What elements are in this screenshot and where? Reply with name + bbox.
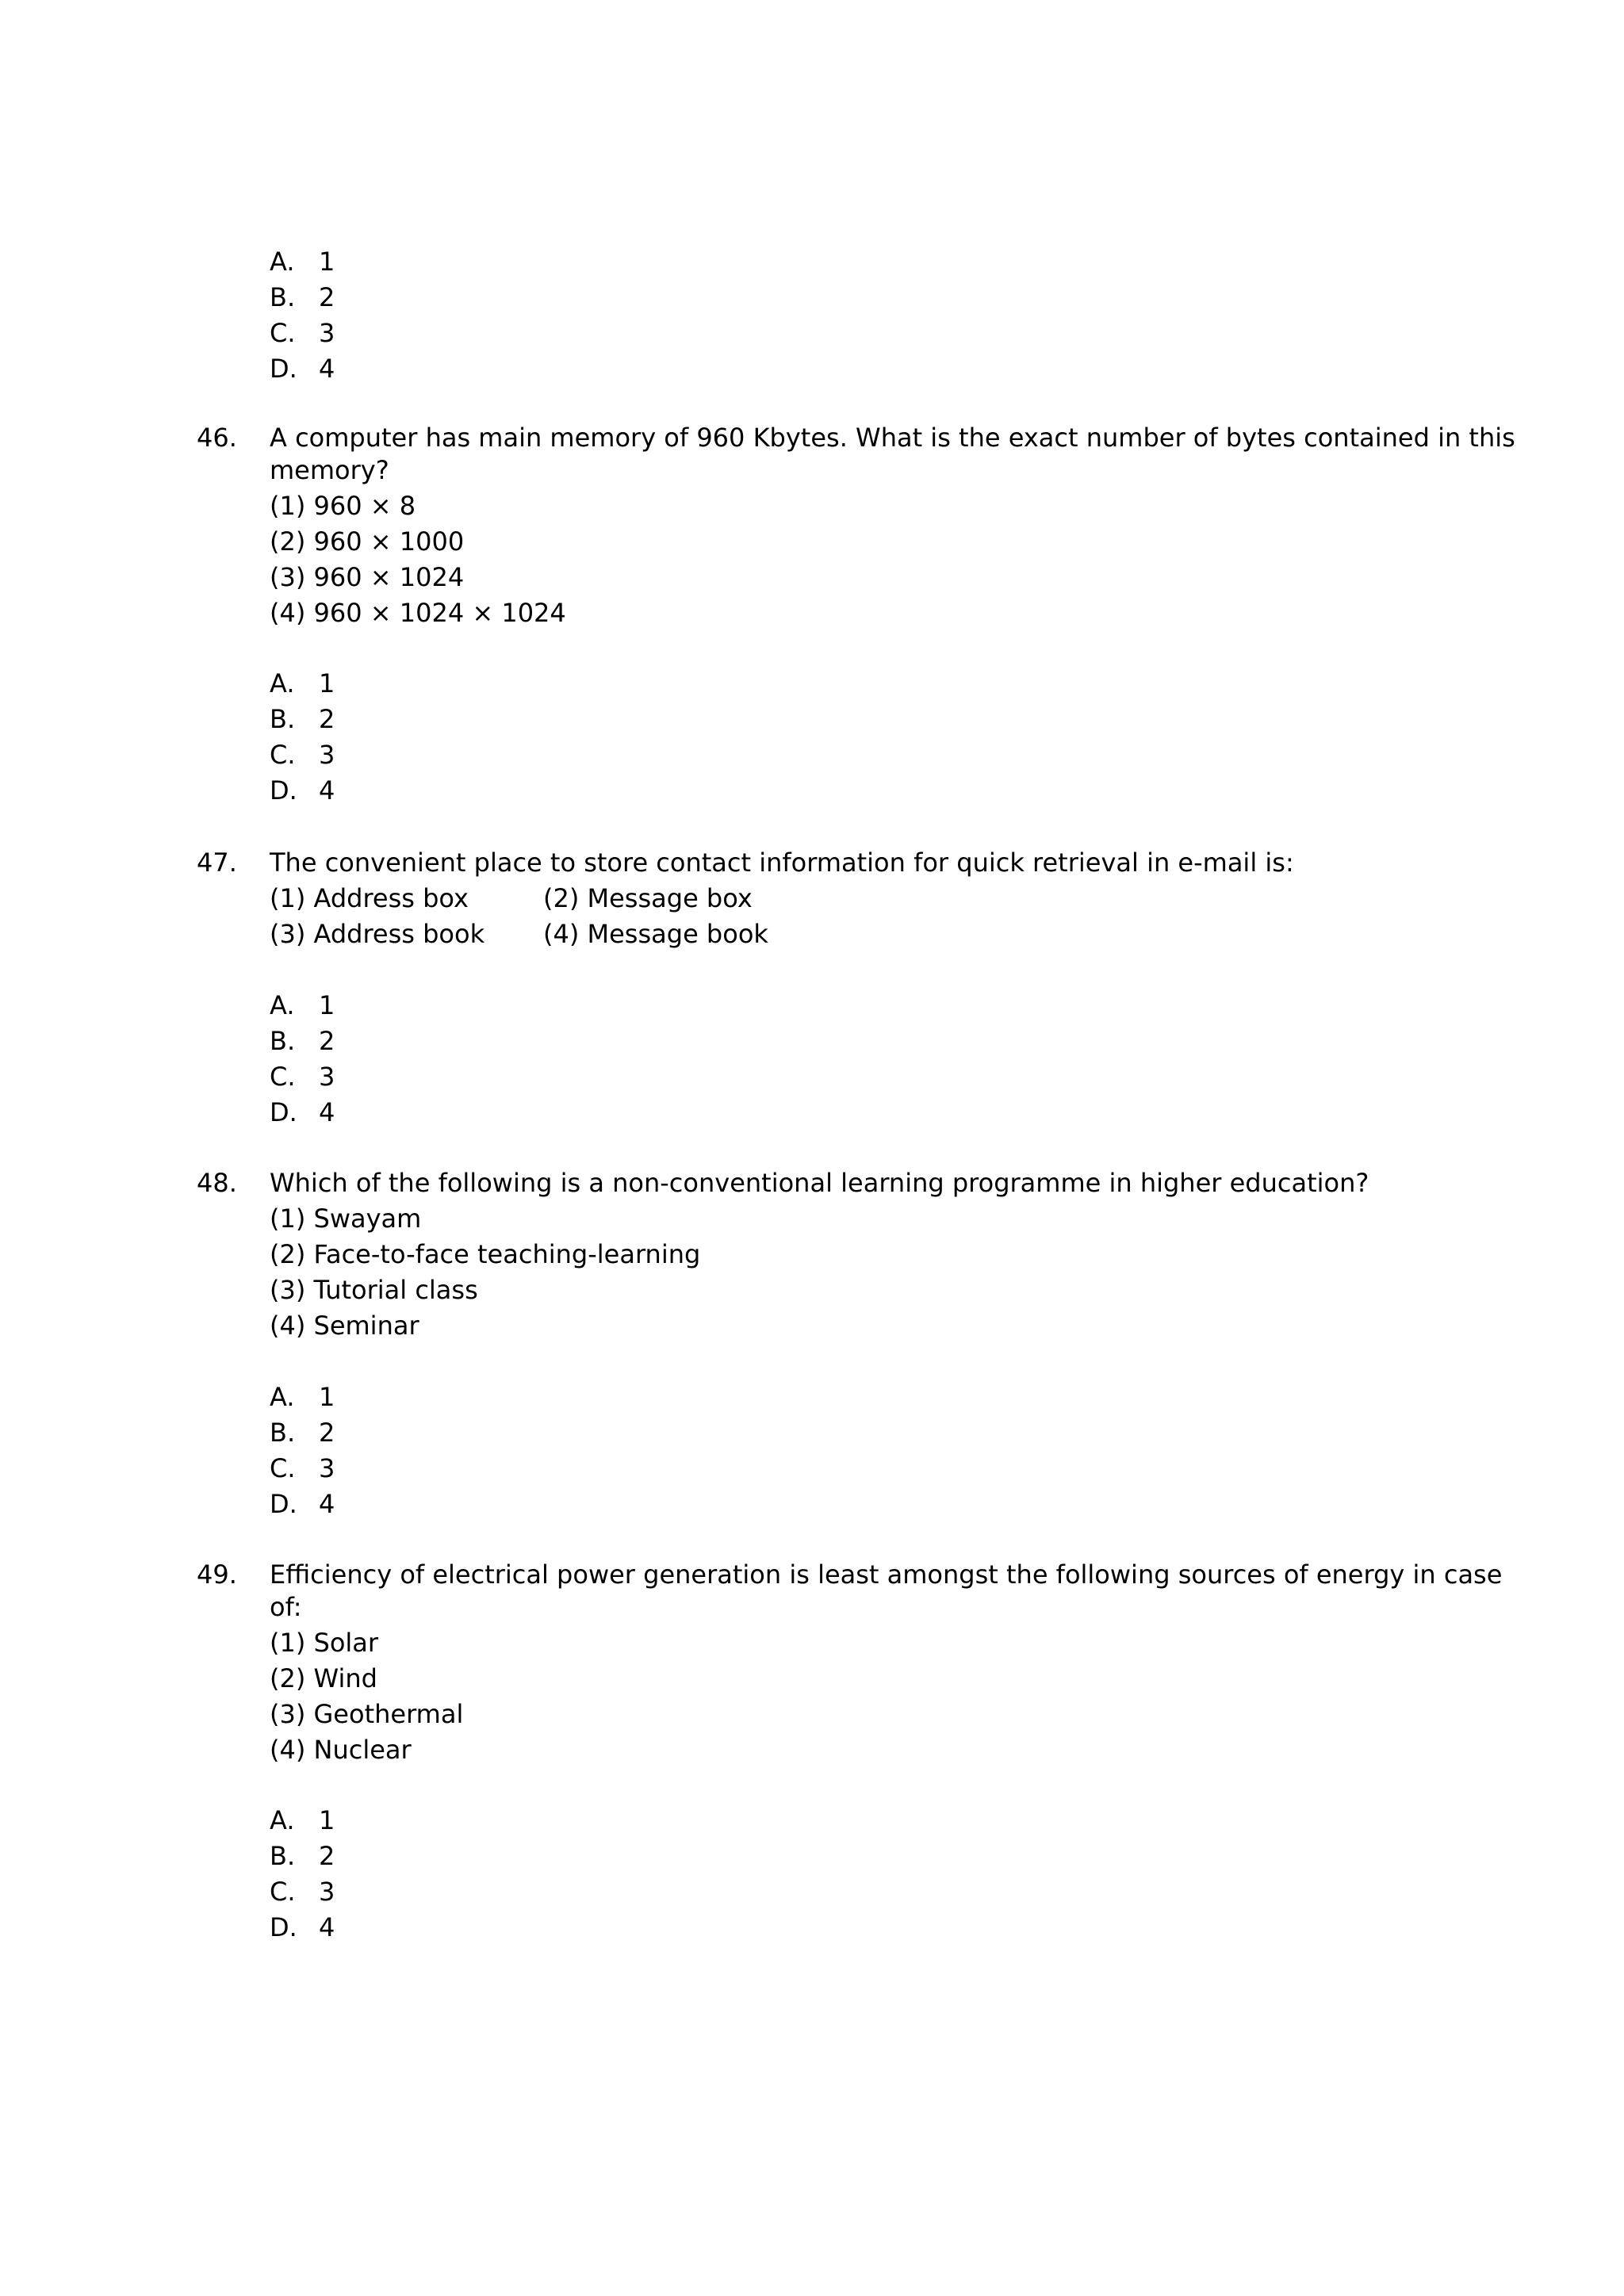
question-option: (2) 960 × 1000: [270, 526, 465, 557]
answer-list: [270, 666, 335, 809]
answer-key: D.: [270, 354, 297, 384]
answer-value: 2: [319, 704, 335, 734]
question-option: (3) Tutorial class: [270, 1275, 478, 1305]
answer-value: 4: [319, 1912, 335, 1942]
answer-key: C.: [270, 740, 296, 770]
answer-value: 3: [319, 1877, 335, 1907]
answer-value: 1: [319, 668, 335, 698]
answer-value: 4: [319, 354, 335, 384]
answer-key: D.: [270, 1912, 297, 1942]
answer-value: 2: [319, 1026, 335, 1056]
answer-key: A.: [270, 1805, 295, 1835]
question-number: 47.: [197, 848, 237, 878]
answer-option: [270, 244, 335, 280]
question-text-continued: of:: [270, 1592, 302, 1622]
question-option: (1) Solar: [270, 1628, 379, 1658]
answer-option: [270, 737, 335, 773]
option-row: [270, 881, 1294, 916]
question-body: [270, 1557, 1502, 1768]
question-body: [270, 845, 1294, 952]
answer-option: [270, 773, 335, 809]
question-option: (4) Nuclear: [270, 1735, 412, 1765]
question-option: (1) 960 × 8: [270, 491, 416, 521]
question-option: (2) Wind: [270, 1663, 377, 1693]
answer-value: 2: [319, 1418, 335, 1448]
question-number: 46.: [197, 423, 237, 453]
answer-option: [270, 1095, 335, 1131]
question-text-continued: memory?: [270, 455, 389, 485]
answer-option: [270, 1380, 335, 1415]
answer-key: A.: [270, 247, 295, 277]
question-option: (3) Geothermal: [270, 1699, 464, 1729]
answer-key: C.: [270, 1453, 296, 1483]
answer-value: 4: [319, 1489, 335, 1519]
top-answer-list: [270, 244, 335, 387]
answer-option: [270, 666, 335, 702]
question-number: 49.: [197, 1559, 237, 1590]
answer-option: [270, 988, 335, 1024]
answer-key: D.: [270, 1489, 297, 1519]
question-option: (1) Swayam: [270, 1203, 422, 1234]
answer-value: 3: [319, 1453, 335, 1483]
question-number: 48.: [197, 1168, 237, 1198]
answer-value: 3: [319, 318, 335, 348]
answer-option: [270, 1451, 335, 1487]
answer-value: 1: [319, 1382, 335, 1412]
answer-option: [270, 1874, 335, 1910]
answer-key: A.: [270, 668, 295, 698]
answer-option: [270, 316, 335, 351]
answer-key: D.: [270, 1097, 297, 1127]
answer-option: [270, 1024, 335, 1059]
answer-value: 1: [319, 990, 335, 1020]
question-option: (3) Address book: [270, 919, 485, 949]
answer-value: 2: [319, 1841, 335, 1871]
question-option: (3) 960 × 1024: [270, 562, 465, 592]
answer-key: C.: [270, 1062, 296, 1092]
question-text: The convenient place to store contact information for quick retrieval in e-mail is:: [270, 848, 1294, 878]
question-option: (4) Seminar: [270, 1311, 419, 1341]
answer-option: [270, 1487, 335, 1522]
answer-list: [270, 1380, 335, 1522]
question-text: A computer has main memory of 960 Kbytes. What is the exact number of bytes contained in this: [270, 423, 1515, 453]
answer-key: B.: [270, 282, 296, 312]
question-text: Which of the following is a non-conventional learning programme in higher education?: [270, 1168, 1369, 1198]
answer-list: [270, 988, 335, 1131]
answer-key: B.: [270, 1418, 296, 1448]
answer-value: 2: [319, 282, 335, 312]
answer-option: [270, 280, 335, 316]
answer-list: [270, 1803, 335, 1946]
question-text: Efficiency of electrical power generation is least amongst the following sources of energy in case: [270, 1559, 1503, 1590]
answer-key: B.: [270, 704, 296, 734]
answer-key: C.: [270, 318, 296, 348]
answer-key: A.: [270, 990, 295, 1020]
answer-value: 3: [319, 1062, 335, 1092]
question-option: (4) Message book: [543, 919, 768, 949]
option-row: [270, 916, 1294, 952]
answer-value: 4: [319, 775, 335, 806]
answer-key: B.: [270, 1026, 296, 1056]
answer-value: 1: [319, 247, 335, 277]
answer-option: [270, 1910, 335, 1946]
answer-option: [270, 1415, 335, 1451]
question-option: (1) Address box: [270, 883, 469, 913]
answer-key: A.: [270, 1382, 295, 1412]
question-option: (2) Face-to-face teaching-learning: [270, 1239, 701, 1269]
answer-option: [270, 1803, 335, 1839]
answer-key: D.: [270, 775, 297, 806]
answer-option: [270, 1059, 335, 1095]
question-body: [270, 1165, 1369, 1344]
answer-value: 4: [319, 1097, 335, 1127]
answer-option: [270, 702, 335, 737]
question-option: (2) Message box: [543, 883, 753, 913]
question-option: (4) 960 × 1024 × 1024: [270, 598, 566, 628]
answer-key: B.: [270, 1841, 296, 1871]
answer-key: C.: [270, 1877, 296, 1907]
answer-value: 1: [319, 1805, 335, 1835]
question-body: [270, 420, 1515, 631]
answer-option: [270, 1839, 335, 1874]
answer-option: [270, 351, 335, 387]
answer-value: 3: [319, 740, 335, 770]
